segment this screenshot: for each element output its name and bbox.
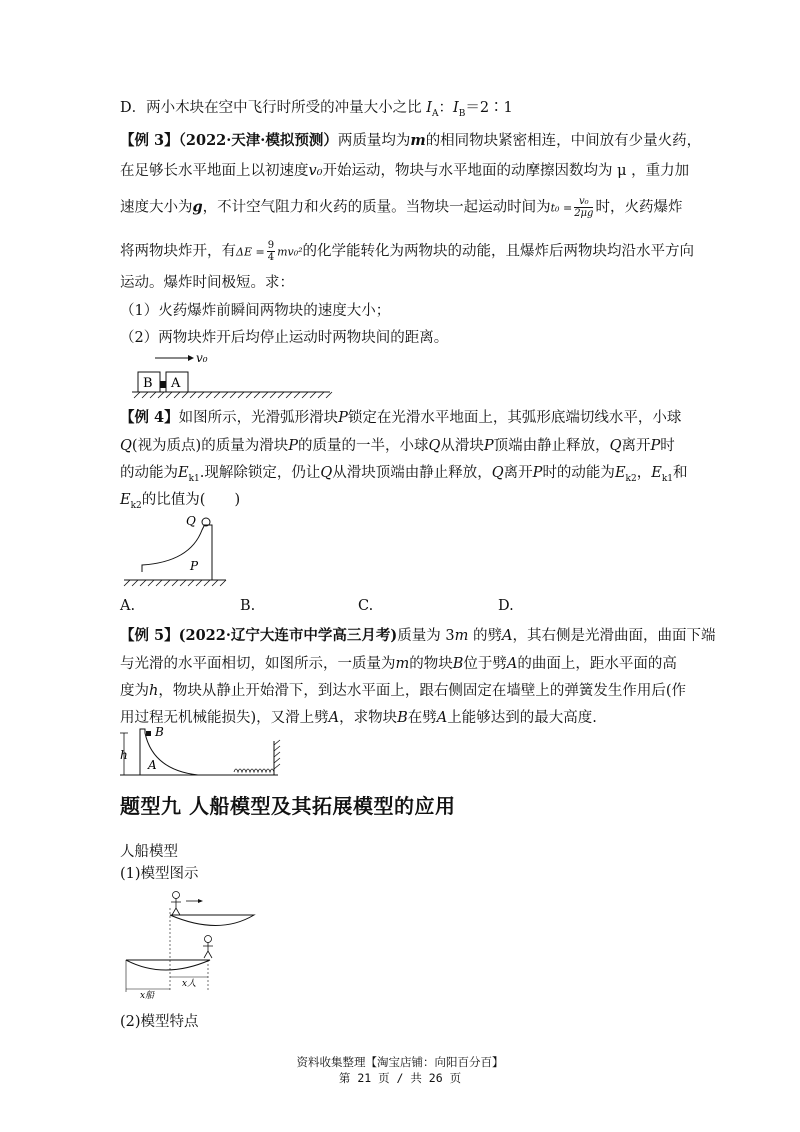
sub-b: B (458, 108, 466, 119)
ground-hatch (124, 580, 226, 586)
footer-source: 资料收集整理【淘宝店铺：向阳百分百】 (296, 1055, 504, 1069)
text: 从滑块顶端由静止释放， (332, 465, 492, 481)
ex3-q2 (120, 328, 448, 348)
de-label: ΔE = (236, 245, 265, 259)
ex3-figure (130, 350, 340, 400)
text: 两质量均为 (337, 133, 411, 149)
text: ，求物块 (339, 710, 398, 726)
var-a: A (506, 656, 518, 672)
person-2-head-icon (205, 936, 212, 943)
ex4-line-2 (120, 436, 675, 456)
var-m: m (395, 656, 410, 672)
fig-label-x-ship: x船 (140, 991, 155, 1001)
text: 速度大小为 (120, 199, 193, 216)
text: 的化学能转化为两物块的动能，且爆炸后两物块均沿水平方向 (302, 243, 695, 260)
option-d[interactable]: D. (498, 598, 514, 614)
option-c[interactable]: C. (358, 598, 374, 614)
de-rest: mv₀² (277, 245, 303, 259)
text: 和 (673, 465, 688, 481)
text: 运动。爆炸时间极短。求： (120, 275, 294, 291)
text: 与光滑的水平面相切，如图所示，一质量为 (120, 656, 396, 672)
ground-hatch (134, 392, 332, 398)
ex5-line-2 (120, 654, 677, 674)
fig-v0: v₀ (196, 351, 208, 365)
var-q: Q (428, 438, 441, 454)
sub-a: A (431, 108, 439, 119)
ex4-line-1 (120, 408, 681, 428)
var-m: m (410, 132, 426, 149)
text: 开始运动，物块与水平地面的动摩擦因数均为 μ ，重力加 (322, 163, 690, 179)
var-v0: v₀ (308, 163, 323, 179)
section-p2: (2)模型特点 (120, 1014, 199, 1030)
var-p: P (483, 438, 494, 454)
text: .现解除锁定，仍让 (199, 465, 321, 481)
var-a: A (328, 710, 340, 726)
text: 时，火药爆炸 (595, 199, 683, 216)
var-a: A (436, 710, 448, 726)
boat-1 (170, 915, 254, 926)
var-p: P (650, 438, 661, 454)
impulse-b: I (452, 100, 459, 116)
text: 从滑块 (440, 438, 484, 454)
var-g: g (192, 198, 203, 216)
var-p: P (532, 465, 543, 481)
text: 锁定在光滑水平地面上，其弧形底端切线水平，小球 (347, 410, 682, 426)
option-b[interactable]: B. (240, 598, 256, 614)
text: 的物块 (409, 656, 453, 672)
option-a[interactable]: A. (120, 598, 136, 614)
fig-label-h: h (120, 748, 128, 762)
powder (160, 381, 166, 388)
ex5-figure (118, 725, 286, 785)
text: ，不计空气阻力和火药的质量。当物块一起运动时间为 (202, 199, 551, 216)
var-q: Q (120, 438, 132, 454)
person-1-icon (171, 898, 181, 915)
text: 顶端由静止释放， (493, 438, 610, 454)
impulse-a: I (426, 100, 432, 116)
text: 质量为 3 (397, 628, 455, 644)
text: 在足够长水平地面上以初速度 (120, 163, 309, 179)
section-heading: 题型九 人船模型及其拓展模型的应用 (120, 794, 456, 818)
person-2-icon (203, 942, 213, 958)
option-d-text: D．两小木块在空中飞行时所受的冲量大小之比 (120, 100, 422, 116)
text: 的相同物块紧密相连，中间放有少量火药， (425, 133, 702, 149)
sub-k2: k2 (130, 500, 142, 511)
var-e: E (120, 492, 131, 508)
text: 位于劈 (463, 656, 507, 672)
option-d-line (120, 98, 513, 124)
arrow-head-icon (188, 355, 194, 361)
fig-label-p: P (190, 559, 199, 573)
ex4-line-3 (120, 463, 688, 489)
text: 用过程无机械能损失)，又滑上劈 (120, 710, 329, 726)
fig-label-a: A (171, 376, 181, 391)
ex5-line-1 (120, 626, 715, 646)
ex4-figure (120, 510, 230, 590)
var-q: Q (491, 465, 504, 481)
text: ，物块从静止开始滑下，到达水平面上，跟右侧固定在墙壁上的弹簧发生作用后(作 (158, 683, 686, 699)
slide-block (142, 525, 212, 580)
var-e: E (178, 465, 189, 481)
fig-label-b: B (143, 376, 153, 391)
text: （2）两物块炸开后均停止运动时两物块间的距离。 (120, 330, 449, 346)
text: 离开 (503, 465, 533, 481)
section-p1: (1)模型图示 (120, 866, 199, 882)
text: 如图所示，光滑弧形滑块 (178, 410, 339, 426)
ex5-line-3 (120, 681, 686, 701)
t0-label: t₀ = (550, 201, 573, 215)
boat-2 (126, 960, 210, 970)
text: 上能够达到的最大高度. (447, 710, 597, 726)
fig-label-b: B (155, 725, 164, 739)
var-p: P (288, 438, 298, 454)
section-sub: 人船模型 (120, 844, 178, 860)
ex3-tag: 【例 3】（2022·天津·模拟预测） (120, 132, 338, 149)
ex3-line-3 (120, 196, 682, 219)
person-boat-figure (124, 888, 264, 1003)
var-h: h (149, 683, 159, 699)
text: 时的动能为 (542, 465, 615, 481)
var-m: m (454, 628, 469, 644)
ex3-line-2 (120, 161, 689, 181)
var-b: B (397, 710, 408, 726)
person-1-head-icon (173, 892, 180, 899)
text: ，其右侧是光滑曲面，曲面下端 (512, 628, 716, 644)
fig-label-a: A (148, 758, 157, 772)
ex3-line-4 (120, 240, 694, 263)
var-e: E (614, 465, 626, 481)
var-e: E (651, 465, 662, 481)
var-q: Q (320, 465, 333, 481)
var-p: P (338, 410, 348, 426)
de-den: 4 (267, 252, 275, 263)
footer-page: 第 21 页 / 共 26 页 (338, 1071, 462, 1085)
text: 的动能为 (120, 465, 178, 481)
ex3-line-1 (120, 131, 701, 151)
colon: ： (438, 100, 453, 116)
text: 的劈 (468, 628, 502, 644)
text: ， (636, 465, 652, 481)
de-fraction (267, 240, 275, 263)
fig-label-x-person: x人 (182, 979, 197, 989)
text: 的曲面上，距水平面的高 (517, 656, 677, 672)
block-b (146, 731, 151, 736)
ex3-line-5 (120, 273, 294, 293)
text: （1）火药爆炸前瞬间两物块的速度大小； (120, 303, 391, 319)
text: 度为 (120, 683, 149, 699)
t0-num: v₀ (574, 196, 593, 208)
var-b: B (452, 656, 464, 672)
ex5-tag: 【例 5】(2022·辽宁大连市中学高三月考) (120, 627, 398, 644)
var-a: A (501, 628, 513, 644)
text: 在劈 (407, 710, 437, 726)
sub-k1: k1 (188, 473, 200, 484)
text: 将两物块炸开，有 (120, 243, 236, 260)
spring (234, 769, 274, 772)
arrow-head-icon (198, 899, 203, 903)
text: 离开 (621, 438, 651, 454)
ex3-q1 (120, 301, 390, 321)
text: 时 (660, 438, 675, 454)
sub-k1: k1 (661, 473, 673, 484)
fig-label-q: Q (186, 514, 196, 528)
ex4-tag: 【例 4】 (120, 409, 179, 426)
de-num: 9 (267, 240, 275, 251)
t0-den: 2μg (574, 208, 594, 219)
var-q: Q (609, 438, 622, 454)
text: 的比值为( ) (141, 492, 241, 508)
ratio: ＝2∶1 (465, 100, 513, 116)
t0-fraction (574, 196, 593, 219)
wall-hatch (274, 740, 280, 769)
text: (视为质点)的质量为滑块 (131, 438, 289, 454)
text: 的质量的一半，小球 (297, 438, 429, 454)
sub-k2: k2 (625, 473, 637, 484)
